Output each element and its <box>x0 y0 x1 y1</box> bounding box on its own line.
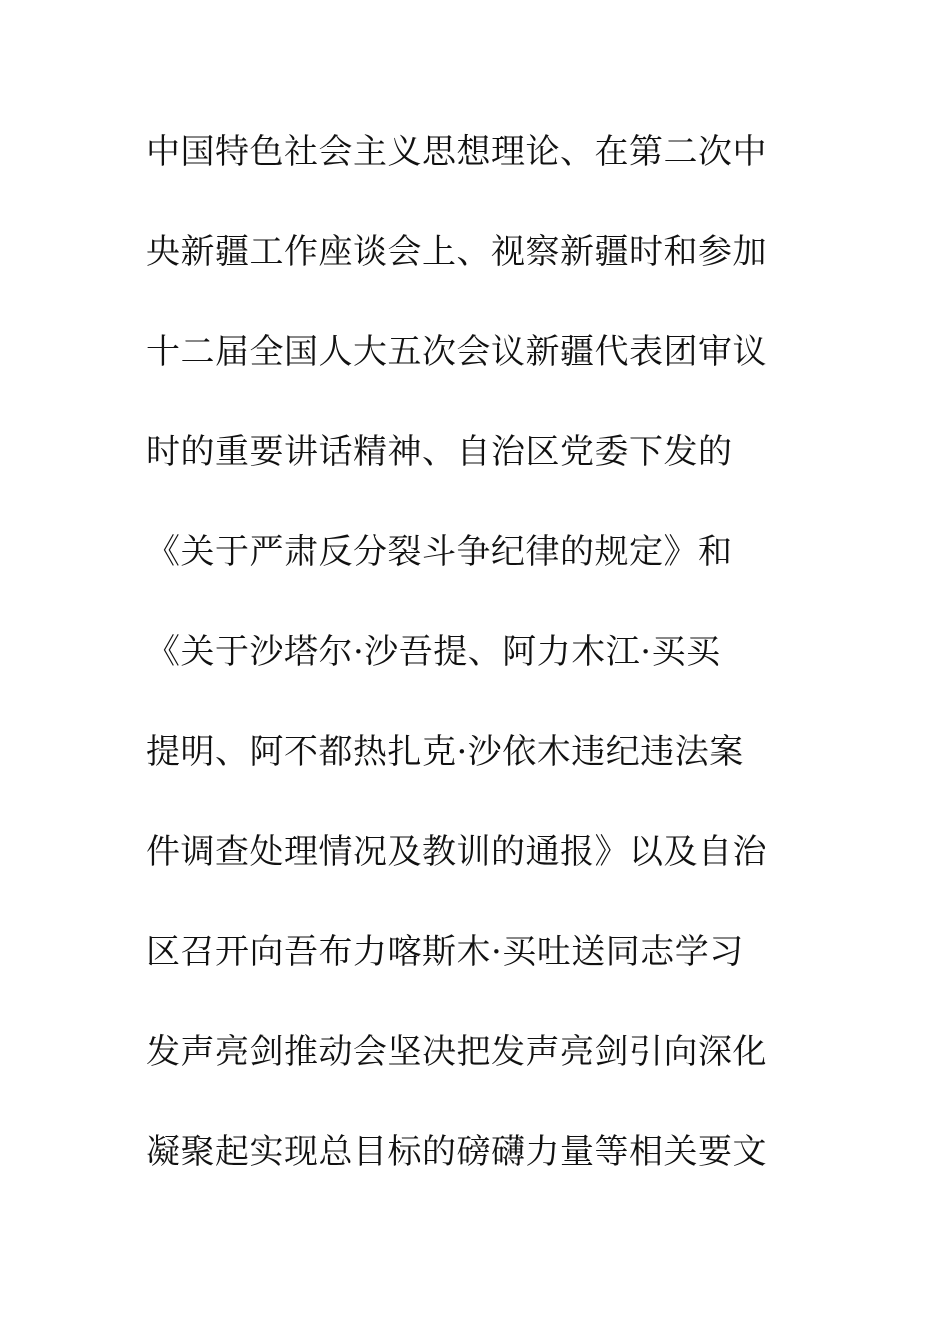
text-line-4: 时的重要讲话精神、自治区党委下发的 <box>146 432 733 472</box>
text-line-5: 《关于严肃反分裂斗争纪律的规定》和 <box>146 532 733 572</box>
body-text <box>146 122 806 1222</box>
text-line-10: 发声亮剑推动会坚决把发声亮剑引向深化 <box>146 1032 767 1072</box>
text-line-3: 十二届全国人大五次会议新疆代表团审议 <box>146 332 767 372</box>
text-line-1: 中国特色社会主义思想理论、在第二次中 <box>146 132 767 172</box>
text-line-7: 提明、阿不都热扎克·沙依木违纪违法案 <box>146 732 744 772</box>
text-line-9: 区召开向吾布力喀斯木·买吐送同志学习 <box>146 932 744 972</box>
text-line-6: 《关于沙塔尔·沙吾提、阿力木江·买买 <box>146 632 721 672</box>
text-line-11: 凝聚起实现总目标的磅礴力量等相关要文 <box>146 1132 767 1172</box>
text-line-8: 件调查处理情况及教训的通报》以及自治 <box>146 832 767 872</box>
text-line-2: 央新疆工作座谈会上、视察新疆时和参加 <box>146 232 767 272</box>
